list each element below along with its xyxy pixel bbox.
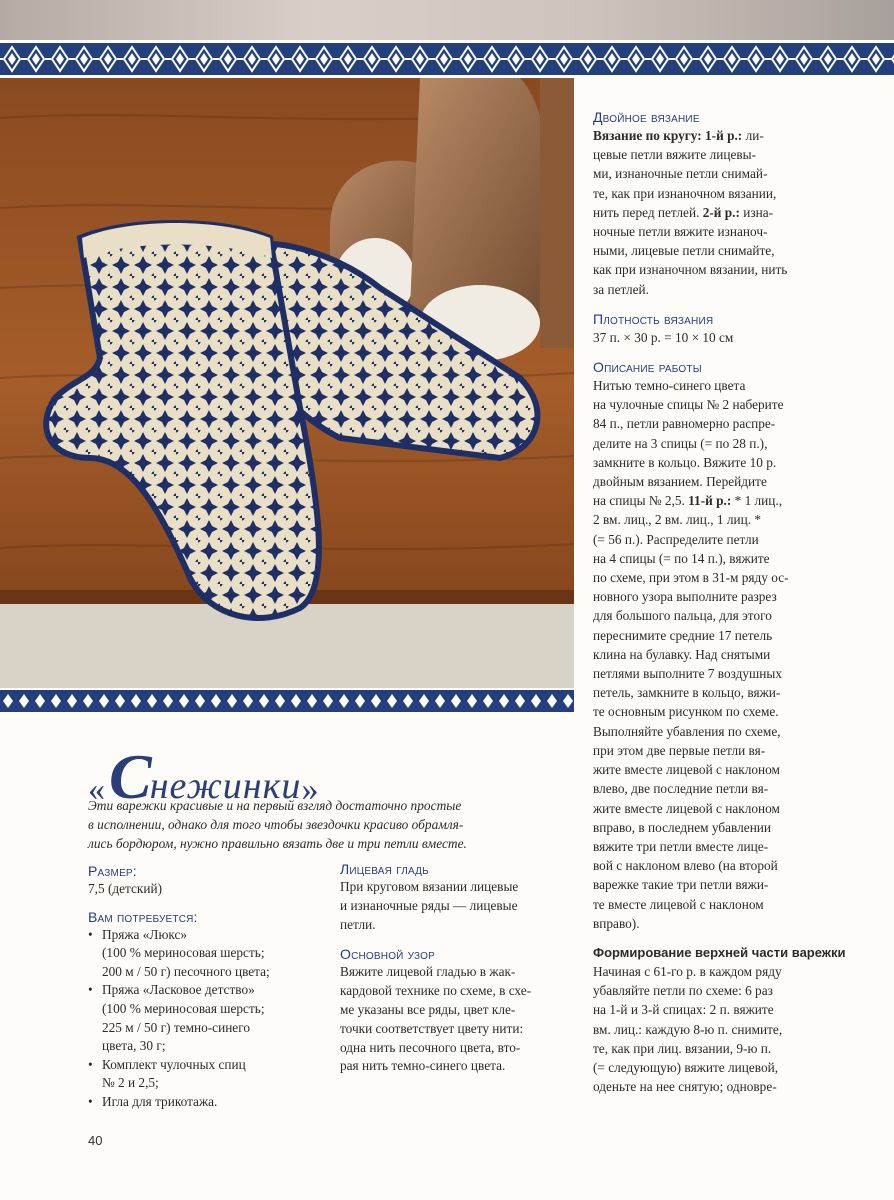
- heading-size: Размер:: [88, 863, 137, 879]
- materials-list: [88, 926, 318, 1112]
- left-column-materials: [88, 862, 318, 1112]
- nordic-border-top: [0, 40, 894, 78]
- mittens-photo: [0, 78, 574, 688]
- list-item: • Пряжа «Люкс» (100 % мериносовая шерсть; 200 м / 50 г) песочного цвета;: [88, 926, 318, 982]
- nordic-border-middle: [0, 688, 574, 714]
- double-knitting-text: Вязание по кругу: 1-й р.: ли- цевые петли вяжите лицевы- ми, изнаночные петли снимай- те, как при изнаночном вязании, нить перед петлей. 2-й р.: изна- ночные петли вяжите изнаноч- ными, лицевые петли снимайте, как при изнаночном вязании, нить за петлей.: [593, 128, 788, 297]
- list-item: • Игла для трикотажа.: [88, 1093, 318, 1112]
- middle-column-technique: [340, 860, 572, 1076]
- nordic-pattern-icon: [0, 43, 894, 75]
- description-text: Нитью темно-синего цвета на чулочные спицы № 2 наберите 84 п., петли равномерно распре- делите на 3 спицы (= по 28 п.), замкните в кольцо. Вяжите 10 р. двойным вязанием. Перейдите на спицы № 2,5. 11-й р.: * 1 лиц., 2 вм. лиц., 2 вм. лиц., 1 лиц. * (= 56 п.). Распределите петли на 4 спицы (= по 14 п.), вяжите по схеме, при этом в 31-м ряду ос- новного узора выполните разрез для большого пальца, для этого переснимите средние 17 петель клина на булавку. Над снятыми петлями выполните 7 воздушных петель, замкните в кольцо, вяжи- те основным рисунком по схеме. Выполняйте убавления по схеме, при этом две первые петли вя- жите вместе лицевой с наклоном влево, две последние петли вя- жите вместе лицевой с наклоном вправо, в последнем убавлении вяжите три петли вместе лице- вой с наклоном влево (на второй варежке такие три петли вяжи- те вместе лицевой с наклоном вправо).: [593, 378, 789, 931]
- top-part-text: Начиная с 61-го р. в каждом ряду убавляйте петли по схеме: 6 раз на 1-й и 3-й спицах: 2 п. вяжите вм. лиц.: каждую 8-ю п. снимите, те, как при лиц. вязании, 9-ю п. (= следующую) вяжите лицевой, оденьте на нее снятую; одновре-: [593, 963, 783, 1095]
- intro-text: Эти варежки красивые и на первый взгляд достаточно простые в исполнении, однако для того чтобы звездочки красиво обрамля- лись бордюром, нужно правильно вязать две и три петли вместе.: [88, 798, 467, 852]
- list-item: • Комплект чулочных спиц № 2 и 2,5;: [88, 1056, 318, 1093]
- main-pattern-text: Вяжите лицевой гладью в жак- кардовой технике по схеме, в схе- ме указаны все ряды, цвет кле- точки соответствует цвету нити: одна нить песочного цвета, вто- рая нить темно-синего цвета.: [340, 964, 532, 1074]
- list-item: • Пряжа «Ласковое детство» (100 % мериносовая шерсть; 225 м / 50 г) темно-синего цвета, 30 г;: [88, 981, 318, 1055]
- density-text: 37 п. × 30 р. = 10 × 10 см: [593, 329, 734, 345]
- heading-top-part: Формирование верхней части варежки: [593, 944, 846, 960]
- nordic-pattern-small-icon: [0, 690, 574, 712]
- heading-you-need: Вам потребуется:: [88, 908, 198, 925]
- stockinette-text: При круговом вязании лицевые и изнаночные ряды — лицевые петли.: [340, 879, 519, 932]
- mittens-photo-icon: [0, 78, 574, 688]
- heading-description: Описание работы: [593, 359, 702, 376]
- size-text: 7,5 (детский): [88, 881, 163, 896]
- right-column: [593, 108, 884, 1096]
- heading-stockinette: Лицевая гладь: [340, 861, 429, 877]
- heading-density: Плотность вязания: [593, 310, 714, 327]
- heading-main-pattern: Основной узор: [340, 946, 435, 963]
- heading-double-knitting: Двойное вязание: [593, 109, 700, 125]
- page-number: 40: [88, 1133, 103, 1148]
- page-title: «Снежинки»: [88, 741, 319, 812]
- top-background-strip: [0, 0, 894, 40]
